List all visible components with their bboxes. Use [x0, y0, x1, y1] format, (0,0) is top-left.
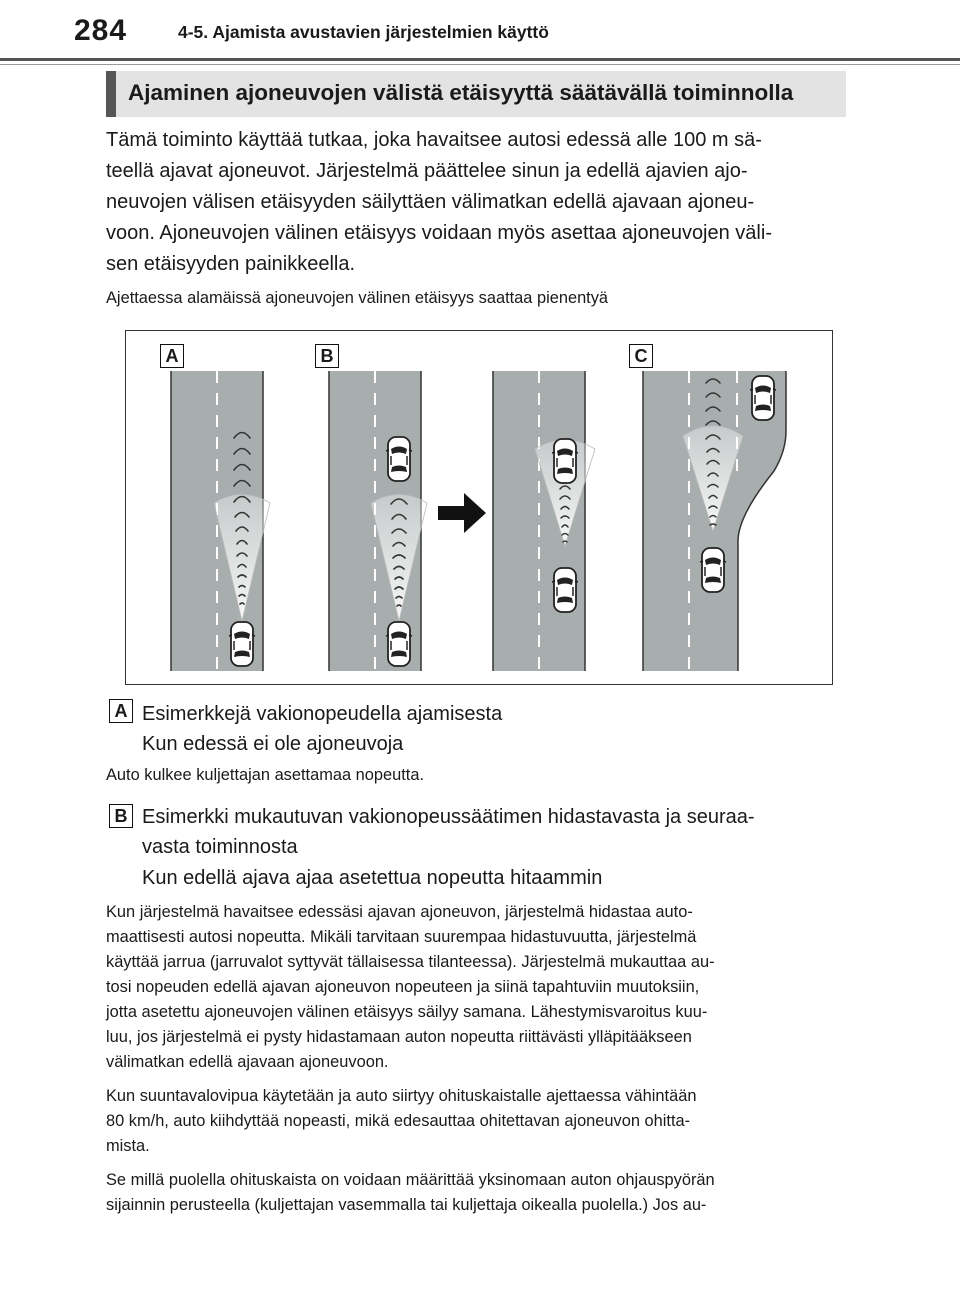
road-a	[171, 371, 270, 671]
intro-line-3: neuvojen välisen etäisyyden säilyttäen välimatkan edellä ajavaan ajoneu-	[106, 191, 755, 213]
road-b-result	[493, 371, 595, 671]
intro-line-4: voon. Ajoneuvojen välinen etäisyys voidaan myös asettaa ajoneuvojen väli-	[106, 222, 772, 244]
item-a-title: Esimerkkejä vakionopeudella ajamisesta	[142, 703, 503, 725]
road-c	[643, 371, 786, 671]
road-b	[329, 371, 427, 671]
section-heading-bar	[106, 71, 116, 117]
illustration-frame	[125, 330, 833, 685]
header-rule	[0, 58, 960, 61]
item-b-desc-line-6: luu, jos järjestelmä ei pysty hidastamaan auton nopeutta riittävästi ylläpitääkseen	[106, 1028, 692, 1046]
item-b-desc-line-1: Kun järjestelmä havaitsee edessäsi ajavan ajoneuvon, järjestelmä hidastaa auto-	[106, 903, 693, 921]
radar-cruise-illustration	[126, 331, 834, 686]
item-b-desc2-line-2: 80 km/h, auto kiihdyttää nopeasti, mikä edesauttaa ohitettavan ajoneuvon ohitta-	[106, 1112, 691, 1130]
item-b-title-1: Esimerkki mukautuvan vakionopeussäätimen hidastavasta ja seuraa-	[142, 806, 755, 828]
transition-arrow	[438, 493, 486, 533]
section-heading	[106, 71, 846, 117]
item-a-description: Auto kulkee kuljettajan asettamaa nopeutta.	[106, 766, 425, 784]
intro-line-2: teellä ajavat ajoneuvot. Järjestelmä päättelee sinun ja edellä ajavien ajo-	[106, 160, 748, 182]
intro-line-5: sen etäisyyden painikkeella.	[106, 253, 356, 275]
note-text: Ajettaessa alamäissä ajoneuvojen välinen etäisyys saattaa pienentyä	[106, 289, 609, 307]
item-b-desc2-line-3: mista.	[106, 1137, 150, 1155]
figure-label-a: A	[160, 344, 184, 368]
item-b-desc-line-5: jotta asetettu ajoneuvojen välinen etäisyys säilyy samana. Lähestymisvaroitus kuu-	[106, 1003, 708, 1021]
item-a-label: A	[109, 699, 133, 723]
item-b-subtitle: Kun edellä ajava ajaa asetettua nopeutta hitaammin	[142, 867, 603, 889]
item-b-title-2: vasta toiminnosta	[142, 836, 298, 858]
item-b-desc3-line-2: sijainnin perusteella (kuljettajan vasemmalla tai kuljettaja oikealla puolella.) Jos au-	[106, 1196, 707, 1214]
item-b-desc3-line-1: Se millä puolella ohituskaista on voidaan määrittää yksinomaan auton ohjauspyörän	[106, 1171, 715, 1189]
figure-label-c: C	[629, 344, 653, 368]
section-heading-text: Ajaminen ajoneuvojen välistä etäisyyttä säätävällä toiminnolla	[128, 80, 794, 105]
item-b-desc2-line-1: Kun suuntavalovipua käytetään ja auto siirtyy ohituskaistalle ajettaessa vähintään	[106, 1087, 697, 1105]
item-b-desc-line-7: välimatkan edellä ajavaan ajoneuvoon.	[106, 1053, 389, 1071]
item-a-subtitle: Kun edessä ei ole ajoneuvoja	[142, 733, 404, 755]
item-b-desc-line-4: tosi nopeuden edellä ajavan ajoneuvon nopeuteen ja siinä tapahtuviin muutoksiin,	[106, 978, 700, 996]
chapter-title: 4-5. Ajamista avustavien järjestelmien käyttö	[178, 22, 549, 42]
page-number: 284	[74, 14, 128, 47]
header-rule-thin	[0, 64, 960, 65]
item-b-desc-line-2: maattisesti autosi nopeutta. Mikäli tarvitaan suurempaa hidastuvuutta, järjestelmä	[106, 928, 697, 946]
item-b-desc-line-3: käyttää jarrua (jarruvalot syttyvät tällaisessa tilanteessa). Järjestelmä mukauttaa au-	[106, 953, 715, 971]
figure-label-b: B	[315, 344, 339, 368]
intro-line-1: Tämä toiminto käyttää tutkaa, joka havaitsee autosi edessä alle 100 m sä-	[106, 129, 762, 151]
item-b-label: B	[109, 804, 133, 828]
